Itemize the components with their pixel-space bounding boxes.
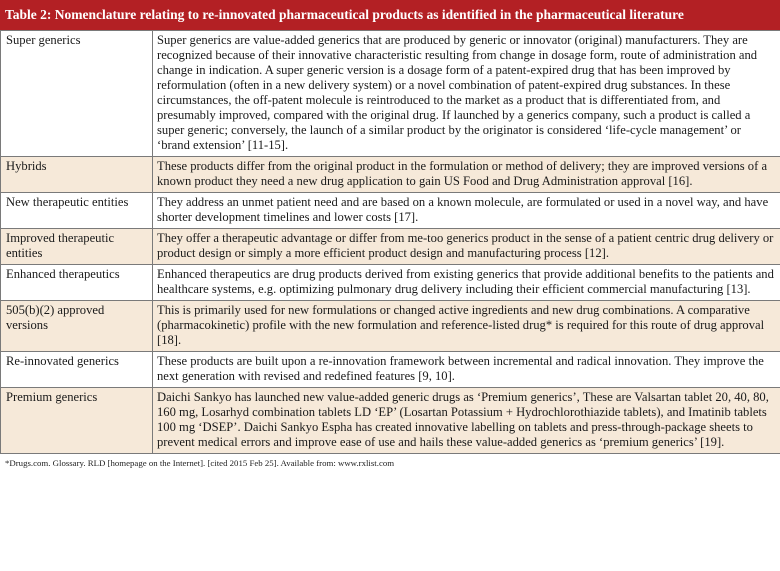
table-row [1, 388, 780, 454]
description-cell: Enhanced therapeutics are drug products derived from existing generics that provide additional benefits to the patients and healthcare systems, e.g. optimizing pulmonary drug delivery including their efficient commercial manufacturing [13]. [153, 265, 780, 301]
table-row [1, 301, 780, 352]
term-cell: Super generics [1, 31, 153, 157]
term-cell: Improved therapeutic entities [1, 229, 153, 265]
term-cell: Premium generics [1, 388, 153, 454]
table-row [1, 193, 780, 229]
description-cell: They offer a therapeutic advantage or differ from me-too generics product in the sense of a patient centric drug delivery or product design or simply a more efficient product design and manufacturing process [12]. [153, 229, 780, 265]
term-cell: New therapeutic entities [1, 193, 153, 229]
description-cell: These products differ from the original product in the formulation or method of delivery; they are improved versions of a known product they need a new drug application to gain US Food and Drug Administration approval [16]. [153, 157, 780, 193]
description-cell: Daichi Sankyo has launched new value-added generic drugs as ‘Premium generics’, These are Valsartan tablet 20, 40, 80, 160 mg, Losarhyd combination tablets LD ‘EP’ (Losartan Potassium + Hydrochlorothiazide tablets), and Imatinib tablets 100 mg ‘DSEP’. Daichi Sankyo Espha has created innovative labelling on tablets and press-through-package sheets to prevent medical errors and improve ease of use and hails these value-added generics as ‘premium generics’ [19]. [153, 388, 780, 454]
term-cell: Hybrids [1, 157, 153, 193]
table-title: Table 2: Nomenclature relating to re-innovated pharmaceutical products as identified in the pharmaceutical literature [0, 0, 780, 30]
table-row [1, 229, 780, 265]
term-cell: Enhanced therapeutics [1, 265, 153, 301]
term-cell: Re-innovated generics [1, 352, 153, 388]
description-cell: These products are built upon a re-innovation framework between incremental and radical innovation. They improve the next generation with revised and redefined features [9, 10]. [153, 352, 780, 388]
description-cell: This is primarily used for new formulations or changed active ingredients and new drug combinations. A comparative (pharmacokinetic) profile with the new formulation and reference-listed drug* is required for this route of drug approval [18]. [153, 301, 780, 352]
nomenclature-table [0, 30, 780, 454]
table-row [1, 157, 780, 193]
table-row [1, 352, 780, 388]
table-footnote: *Drugs.com. Glossary. RLD [homepage on the Internet]. [cited 2015 Feb 25]. Available from: www.rxlist.com [5, 458, 395, 468]
term-cell: 505(b)(2) approved versions [1, 301, 153, 352]
table-row [1, 265, 780, 301]
description-cell: They address an unmet patient need and are based on a known molecule, are formulated or used in a novel way, and have shorter development timelines and lower costs [17]. [153, 193, 780, 229]
description-cell: Super generics are value-added generics that are produced by generic or innovator (original) manufacturers. They are recognized because of their innovative characteristic resulting from change in dosage form, route of administration and change in indication. A super generic version is a dosage form of a patent-expired drug that has been improved by reformulation (often in a new delivery system) or a novel combination of patent-expired drug substances. In these circumstances, the off-patent molecule is reintroduced to the market as a product that is differentiated from, and presumably improved, compared with the original drug. If launched by a generics company, such a product is called a super generic; conversely, the launch of a similar product by the originator is considered ‘life-cycle management’ or ‘brand extension’ [11-15]. [153, 31, 780, 157]
table-row [1, 31, 780, 157]
